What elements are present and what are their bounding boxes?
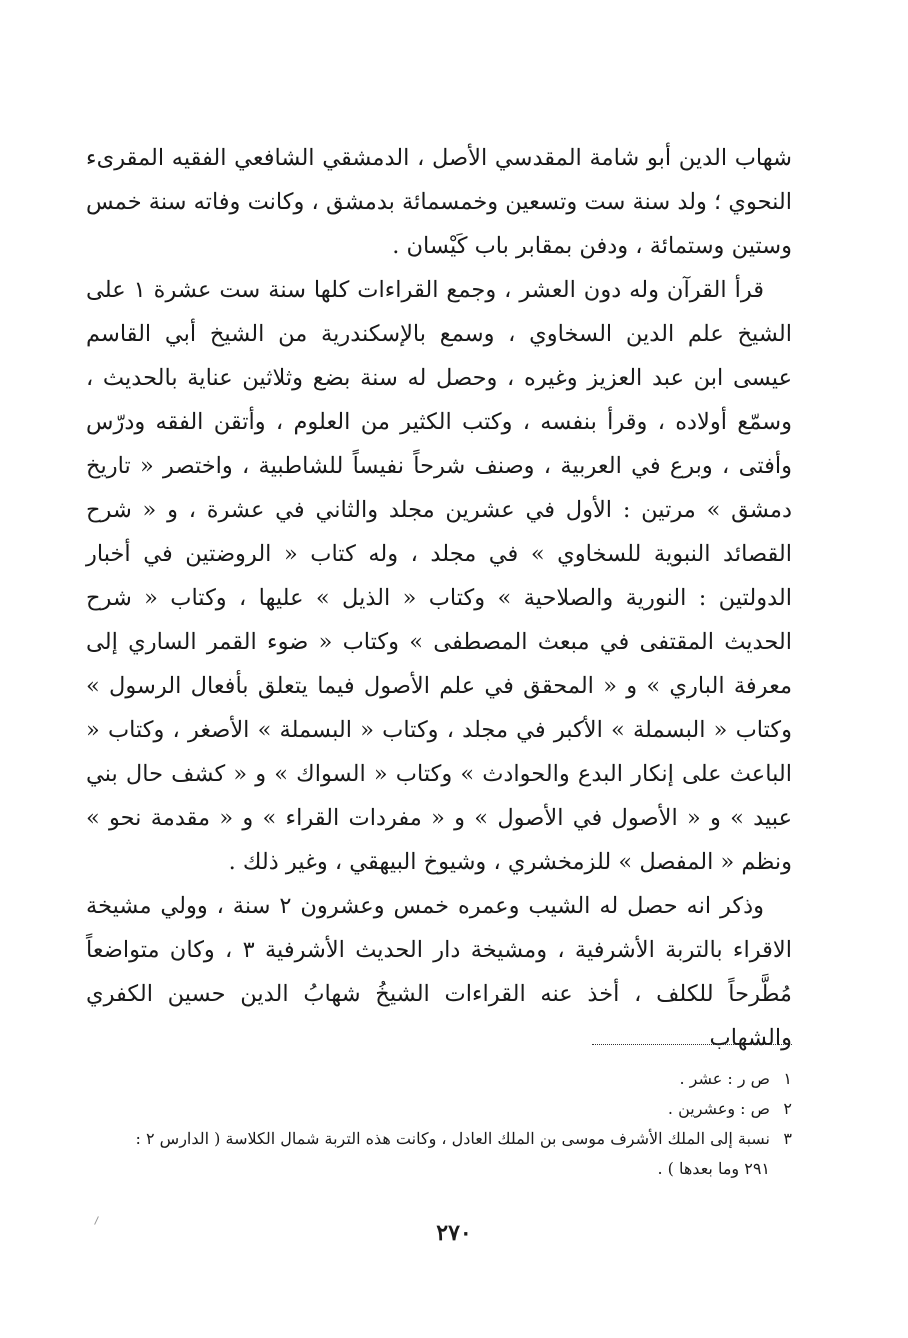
footnote-1 (86, 1064, 792, 1094)
page-number: ٢٧٠ (436, 1220, 472, 1246)
footnote-separator (592, 1044, 792, 1045)
paragraph-1: شهاب الدين أبو شامة المقدسي الأصل ، الدمشقي الشافعي الفقيه المقرىء النحوي ؛ ولد سنة ست وتسعين وخمسمائة بدمشق ، وكانت وفاته سنة خمس وستين وستمائة ، ودفن بمقابر باب كَيْسان . (86, 145, 792, 259)
footnote-text: ص ر : عشر . (679, 1069, 770, 1088)
footnote-3 (86, 1124, 792, 1154)
footnote-number: ٢ (783, 1099, 792, 1118)
footnote-number: ١ (783, 1069, 792, 1088)
footnote-text: ص : وعشرين . (667, 1099, 770, 1118)
footnote-3-continuation: ٢٩١ وما بعدها ) . (657, 1159, 770, 1178)
footnote-text: نسبة إلى الملك الأشرف موسى بن الملك العادل ، وكانت هذه التربة شمال الكلاسة ( الدارس ٢ : (135, 1129, 770, 1148)
paragraph-3: وذكر انه حصل له الشيب وعمره خمس وعشرون ٢ سنة ، وولي مشيخة الاقراء بالتربة الأشرفية ، ومشيخة دار الحديث الأشرفية ٣ ، وكان متواضعاً مُطَّرحاً للكلف ، أخذ عنه القراءات الشيخُ شهابُ الدين حسين الكفري والشهاب (86, 893, 792, 1051)
paragraph-2: قرأ القرآن وله دون العشر ، وجمع القراءات كلها سنة ست عشرة ١ على الشيخ علم الدين السخاوي ، وسمع بالإسكندرية من الشيخ أبي القاسم عيسى ابن عبد العزيز وغيره ، وحصل له سنة بضع وثلاثين عناية بالحديث ، وسمّع أولاده ، وقرأ بنفسه ، وكتب الكثير من العلوم ، وأتقن الفقه ودرّس وأفتى ، وبرع في العربية ، وصنف شرحاً نفيساً للشاطبية ، واختصر « تاريخ دمشق » مرتين : الأول في عشرين مجلد والثاني في عشرة ، و « شرح القصائد النبوية للسخاوي » في مجلد ، وله كتاب « الروضتين في أخبار الدولتين : النورية والصلاحية » وكتاب « الذيل » عليها ، وكتاب « شرح الحديث المقتفى في مبعث المصطفى » وكتاب « ضوء القمر الساري إلى معرفة الباري » و « المحقق في علم الأصول فيما يتعلق بأفعال الرسول » وكتاب « البسملة » الأكبر في مجلد ، وكتاب « البسملة » الأصغر ، وكتاب « الباعث على إنكار البدع والحوادث » وكتاب « السواك » و « كشف حال بني عبيد » و « الأصول في الأصول » و « مفردات القراء » و « مقدمة نحو » ونظم « المفصل » للزمخشري ، وشيوخ البيهقي ، وغير ذلك . (86, 277, 792, 875)
main-text (86, 136, 792, 1060)
footnote-2 (86, 1094, 792, 1124)
footnotes (86, 1064, 792, 1184)
footnote-number: ٣ (783, 1129, 792, 1148)
